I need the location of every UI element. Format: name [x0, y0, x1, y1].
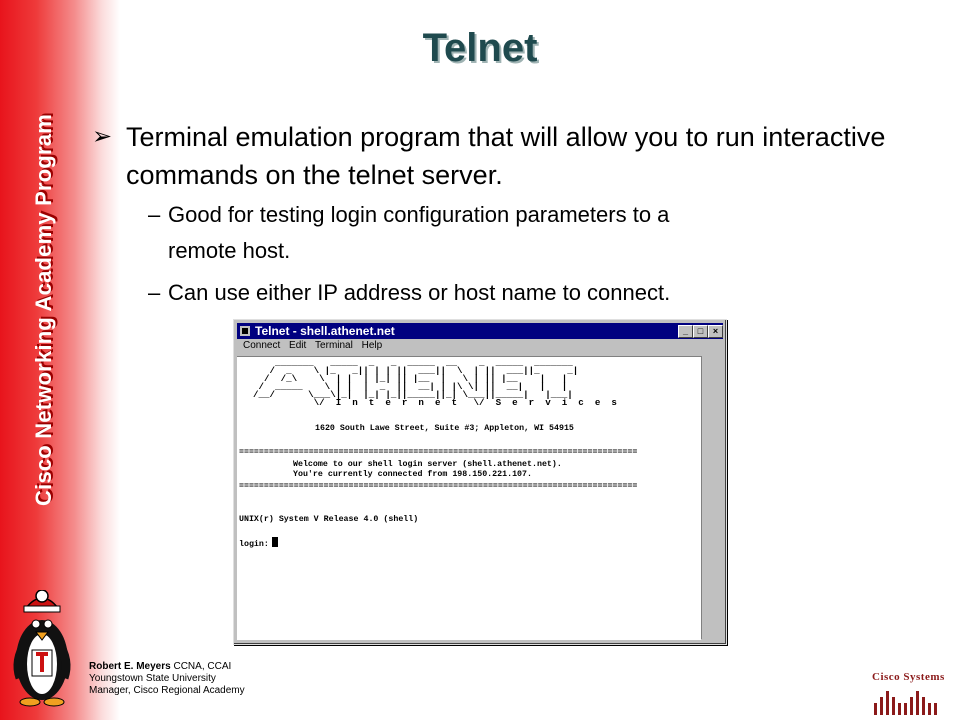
penguin-mascot-icon — [6, 590, 78, 710]
login-label: login: — [239, 540, 269, 549]
app-icon[interactable] — [240, 326, 250, 336]
sub-bullet-text: Good for testing login configuration parameters to a — [168, 202, 670, 227]
sub-bullet-text: remote host. — [168, 238, 291, 263]
maximize-button[interactable]: □ — [693, 325, 708, 338]
athenet-ascii-banner: _______ _____ _ _ _____ __ _ _____ _______ / _ \ |_ _|| | | || ___|| \ | || ___||_ _| / /_\ \ | | | |_| || |__ | \ | || |__ | | / _____ \ | | | _ || __| | |\ \| || __| | | /__/ \___\|_| |_| |_||_____||_| \___||_____| |___| \/ I n t e r n e t \/ S e r v i c e s — [253, 357, 617, 408]
terminal-screen[interactable] — [237, 356, 701, 640]
author-cert: CCNA, CCAI — [170, 661, 232, 672]
window-titlebar[interactable] — [237, 323, 723, 339]
menu-connect[interactable]: Connect — [243, 340, 281, 351]
address-line: 1620 South Lawe Street, Suite #3; Appleton, WI 54915 — [315, 424, 574, 433]
minimize-button[interactable]: _ — [678, 325, 693, 338]
university: Youngstown State University — [89, 673, 216, 684]
separator-line: ================================================================================ — [239, 448, 638, 457]
dash-icon: – — [148, 280, 161, 305]
author-role: Manager, Cisco Regional Academy — [89, 685, 245, 696]
cisco-systems-logo — [868, 671, 948, 717]
menu-bar — [237, 340, 723, 356]
vertical-scrollbar[interactable] — [701, 356, 724, 639]
sub-bullet-text: Can use either IP address or host name to connect. — [168, 280, 671, 305]
bullet-text: Terminal emulation program that will allow you to run interactive commands on the telnet server. — [126, 122, 886, 190]
separator-line: ================================================================================ — [239, 482, 638, 491]
telnet-window — [233, 319, 727, 645]
program-title: Cisco Networking Academy Program — [31, 114, 56, 506]
slide-title: Telnet — [422, 26, 538, 70]
connected-from-line: You're currently connected from 198.150.221.107. — [293, 470, 532, 479]
close-button[interactable]: × — [708, 325, 723, 338]
logo-text: Cisco Systems — [872, 671, 945, 683]
dash-icon: – — [148, 202, 161, 227]
welcome-line: Welcome to our shell login server (shell.athenet.net). — [293, 460, 562, 469]
cisco-bridge-icon — [868, 683, 948, 717]
author-name: Robert E. Meyers — [89, 661, 171, 672]
login-prompt — [239, 537, 278, 550]
author-credits — [89, 661, 245, 697]
arrow-bullet-icon: ➢ — [92, 123, 113, 150]
menu-edit[interactable]: Edit — [289, 340, 307, 351]
cursor-icon — [272, 537, 278, 547]
menu-help[interactable]: Help — [361, 340, 383, 351]
menu-terminal[interactable]: Terminal — [315, 340, 353, 351]
window-title: Telnet - shell.athenet.net — [255, 324, 395, 338]
system-line: UNIX(r) System V Release 4.0 (shell) — [239, 515, 419, 524]
